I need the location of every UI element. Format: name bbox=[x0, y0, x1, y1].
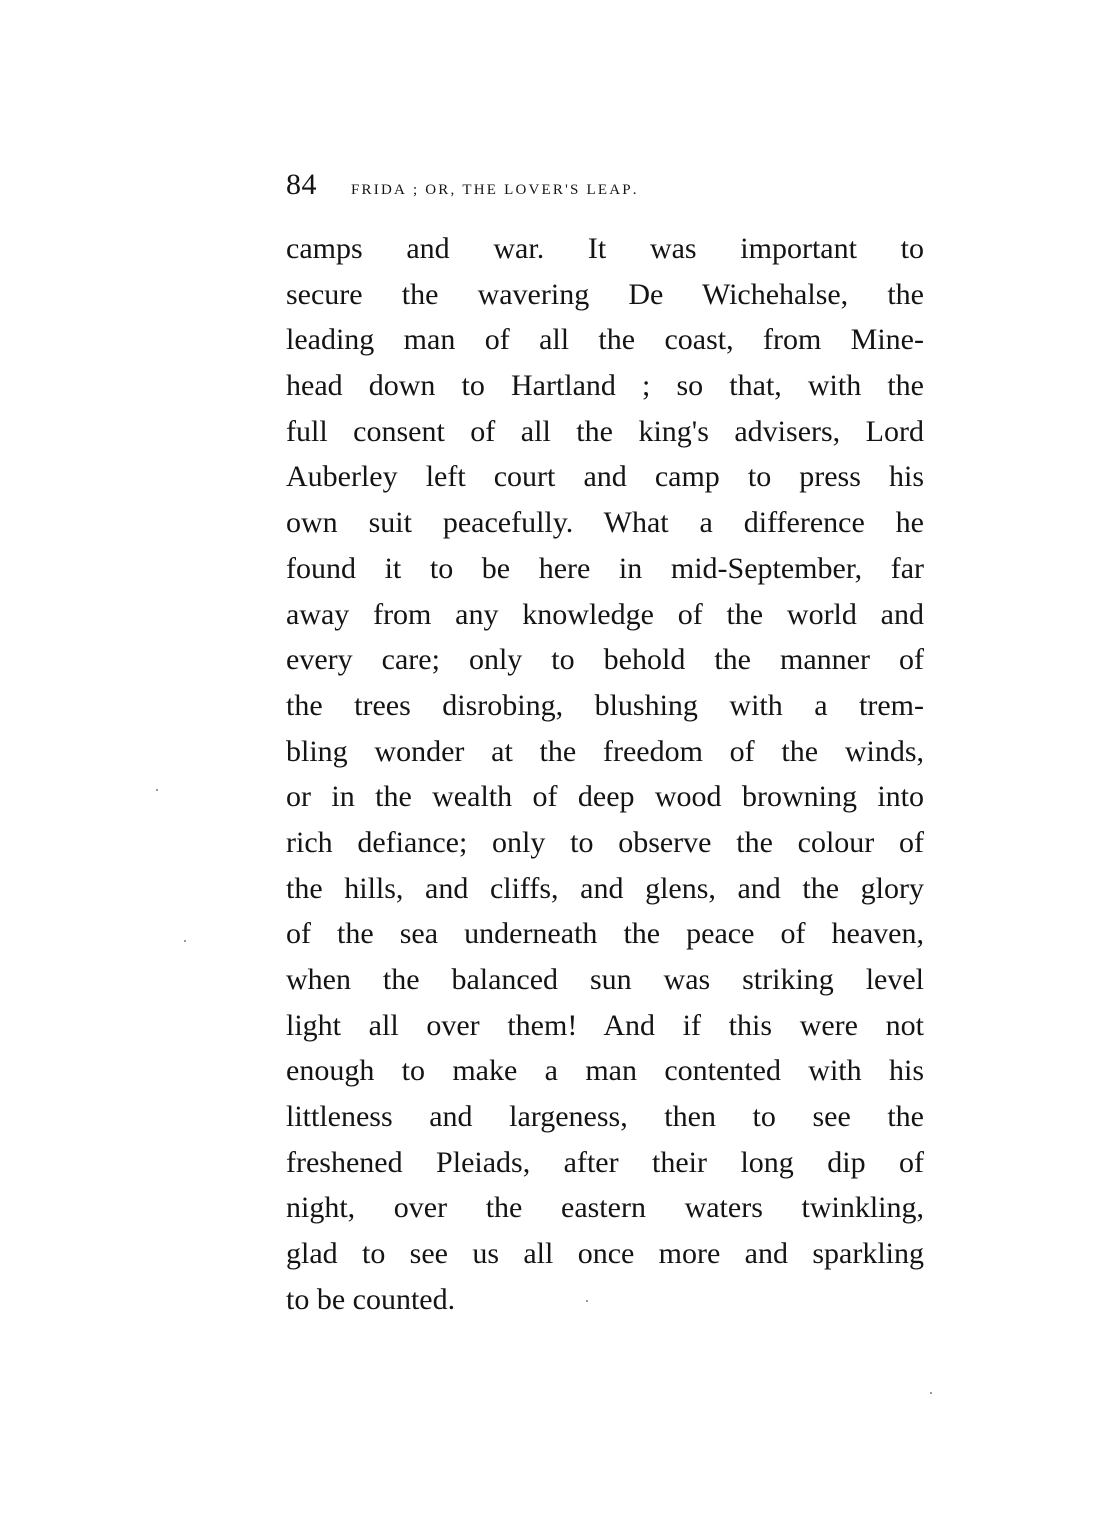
text-line: bling wonder at the freedom of the winds, bbox=[286, 734, 924, 768]
text-line: away from any knowledge of the world and bbox=[286, 597, 924, 631]
text-line: Auberley left court and camp to press his bbox=[286, 460, 924, 494]
text-line: camps and war. It was important to bbox=[286, 232, 924, 265]
text-line: enough to make a man contented with his bbox=[286, 1054, 924, 1088]
text-line: head down to Hartland ; so that, with the bbox=[286, 369, 924, 403]
text-line: rich defiance; only to observe the colour of bbox=[286, 825, 924, 859]
text-line: the trees disrobing, blushing with a trem- bbox=[286, 688, 924, 722]
text-line: when the balanced sun was striking level bbox=[286, 963, 924, 996]
text-line: of the sea underneath the peace of heaven, bbox=[286, 917, 924, 951]
text-line-last: to be counted. bbox=[286, 1282, 456, 1316]
text-line: leading man of all the coast, from Mine- bbox=[286, 323, 924, 357]
scan-speck bbox=[156, 789, 158, 791]
text-line: light all over them! And if this were not bbox=[286, 1008, 924, 1042]
page-number: 84 bbox=[286, 168, 317, 201]
text-line: full consent of all the king's advisers, Lord bbox=[286, 414, 924, 448]
text-line: own suit peacefully. What a difference he bbox=[286, 506, 924, 540]
text-line: every care; only to behold the manner of bbox=[286, 643, 924, 677]
scan-speck bbox=[184, 940, 186, 942]
text-line: or in the wealth of deep wood browning into bbox=[286, 780, 924, 814]
text-line: night, over the eastern waters twinkling, bbox=[286, 1191, 924, 1225]
running-title: frida ; or, the lover's leap. bbox=[351, 175, 639, 199]
body-text bbox=[286, 226, 924, 1323]
text-line: secure the wavering De Wichehalse, the bbox=[286, 277, 924, 311]
text-line: glad to see us all once more and sparkling bbox=[286, 1237, 924, 1271]
text-line: freshened Pleiads, after their long dip of bbox=[286, 1145, 924, 1179]
running-head bbox=[286, 168, 846, 208]
text-line: found it to be here in mid-September, far bbox=[286, 551, 924, 585]
text-line: littleness and largeness, then to see the bbox=[286, 1100, 924, 1134]
scan-speck bbox=[586, 1300, 588, 1302]
scan-speck bbox=[930, 1392, 932, 1394]
text-line: the hills, and cliffs, and glens, and the glory bbox=[286, 871, 924, 905]
